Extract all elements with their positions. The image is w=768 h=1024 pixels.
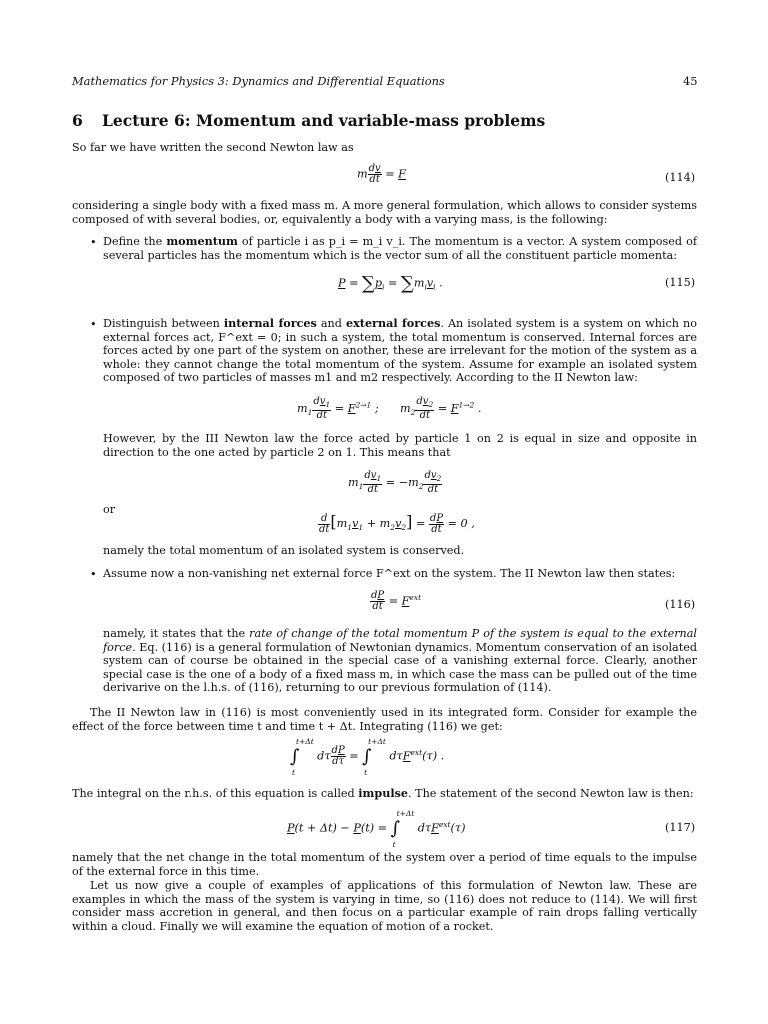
paragraph-intro: So far we have written the second Newton law as [72,141,354,154]
equation-two-particles: $m_1$ $\frac{dv_1}{dt}$ = $F^{2\to 1}$ ; $m_2$ $\frac{dv_2}{dt}$ = $F^{1\to 2}$ . [297,396,482,421]
bullet-forces: Distinguish between internal forces and external forces. An isolated system is a system on which no external forces act, F^ext = 0; in such a system, the total momentum is conserved. Internal forces are forces acted by one part of the system on another, these are irrelevant for the motion of the system as a whole: they cannot change the total momentum of the system. Assume for example an isolated system composed of two particles of masses m1 and m2 respectively. According to the II Newton law: [103,316,697,385]
bullet-marker: • [90,318,97,331]
paragraph-impulse: The integral on the r.h.s. of this equation is called impulse. The statement of the second Newton law is then: [72,786,694,800]
equation-117: P(t + Δt) − P(t) = ∫ t+Δt t dτF$^{ext}$(τ) [287,809,466,849]
equation-conservation: $\frac{d}{dt}$ $[m_1v_1 + m_2v_2]$ = $\frac{dP}{dt}$ = 0 , [319,512,475,535]
bullet-external-force: Assume now a non-vanishing net external force F^ext on the system. The II Newton law then states: [103,567,676,580]
page-number: 45 [683,74,698,88]
section-title: Lecture 6: Momentum and variable-mass problems [102,111,546,130]
section-number: 6 [72,111,83,130]
equation-number-115: (115) [665,276,696,289]
running-header-title: Mathematics for Physics 3: Dynamics and Differential Equations [72,74,445,88]
equation-number-116: (116) [665,598,696,611]
section-heading [72,111,545,130]
equation-114: m $\frac{dv}{dt}$ = F [357,163,406,185]
paragraph-third-law: However, by the III Newton law the force acted by particle 1 on 2 is equal in size and opposite in direction to the one acted by particle 2 on 1. This means that [103,432,697,459]
paragraph-examples: Let us now give a couple of examples of applications of this formulation of Newton law. These are examples in which the mass of the system is varying in time, so (116) does not reduce to (114). We will first consider mass accretion in general, and then focus on a particular example of rain drops falling vertically within a cloud. Finally we will examine the equation of motion of a rocket. [72,879,697,933]
paragraph-general-formulation: namely, it states that the rate of change of the total momentum P of the system is equal to the external force. Eq. (116) is a general formulation of Newtonian dynamics. Momentum conservation of an isolated system can of course be obtained in the special case of a vanishing external force. Clearly, another special case is the one of a body of a fixed mass m, in which case the mass can be pulled out of the time derivarive on the l.h.s. of (116), returning to our previous formulation of (114). [103,627,697,695]
equation-number-114: (114) [665,171,696,184]
equation-116: $\frac{dP}{dt}$ = $F^{ext}$ [371,590,422,612]
bullet-marker: • [90,568,97,581]
equation-115: $P = \sum p_i = \sum m_iv_i$ . [338,273,443,294]
paragraph-isolated: namely the total momentum of an isolated system is conserved. [103,544,465,557]
equation-integrated: ∫ t+Δt t dτ $\frac{dP}{d\tau}$ = ∫ t+Δt t dτF$^{ext}$(τ) . [290,737,445,777]
equation-number-117: (117) [665,821,696,834]
paragraph-net-change: namely that the net change in the total momentum of the system over a period of time equals to the impulse of the external force in this time. [72,851,697,878]
bullet-marker: • [90,236,97,249]
equation-third-law: $m_1$ $\frac{dv_1}{dt}$ = $-m_2$ $\frac{dv_2}{dt}$ [348,470,442,495]
word-or: or [103,503,116,516]
paragraph-general: considering a single body with a fixed mass m. A more general formulation, which allows to consider systems composed of with several bodies, or, equivalently a body with a varying mass, is the following: [72,199,697,226]
bullet-momentum: Define the momentum of particle i as p_i = m_i v_i. The momentum is a vector. A system composed of several particles has the momentum which is the vector sum of all the constituent particle momenta: [103,234,697,262]
paragraph-integral: The II Newton law in (116) is most conveniently used in its integrated form. Consider for example the effect of the force between time t and time t + Δt. Integrating (116) we get: [72,706,697,733]
